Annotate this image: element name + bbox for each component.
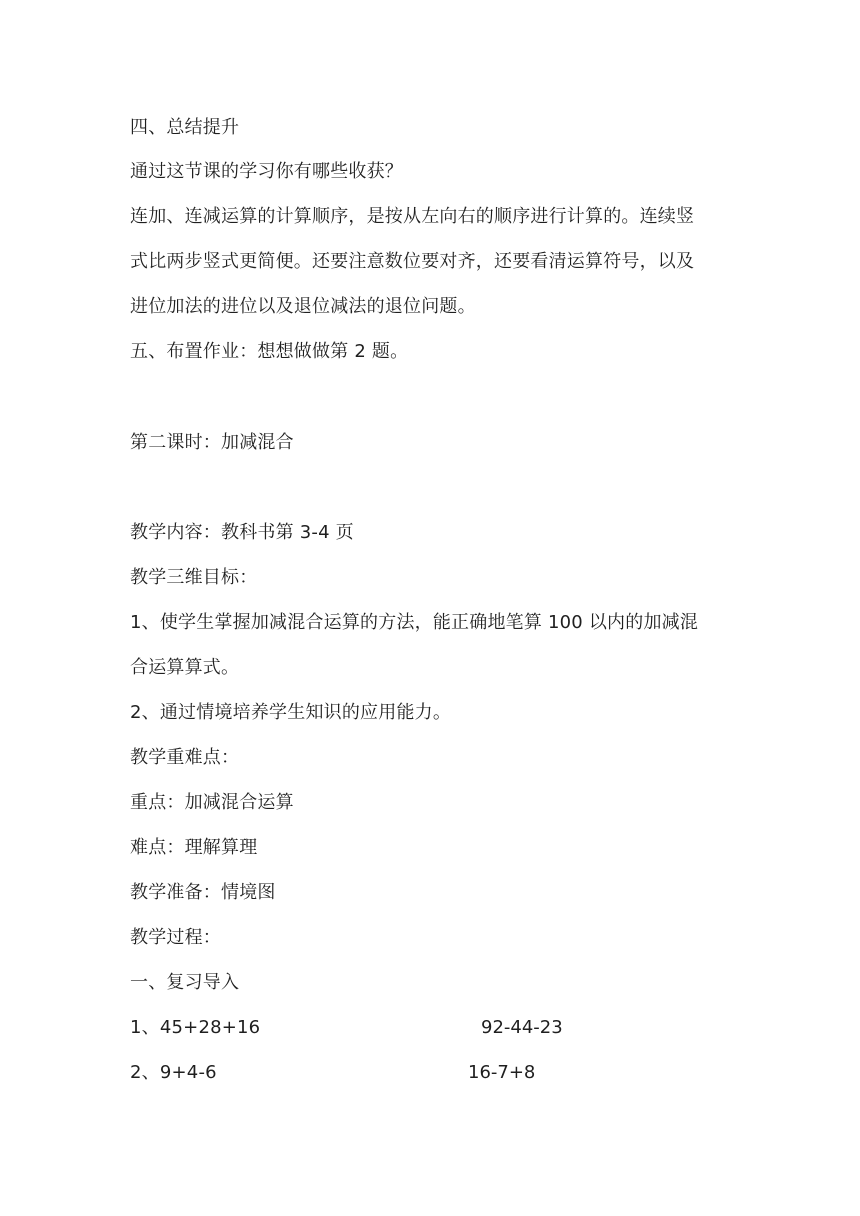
lesson-title: 第二课时：加减混合 bbox=[130, 432, 294, 453]
exercise-2-left: 2、9+4-6 bbox=[130, 1062, 217, 1083]
summary-line-1: 连加、连减运算的计算顺序，是按从左向右的顺序进行计算的。连续竖 bbox=[130, 206, 695, 227]
homework-assignment: 五、布置作业：想想做做第 2 题。 bbox=[130, 341, 409, 362]
difficult-point: 难点：理解算理 bbox=[130, 837, 258, 858]
teaching-preparation: 教学准备：情境图 bbox=[130, 882, 276, 903]
goals-heading: 教学三维目标： bbox=[130, 567, 258, 588]
goal-1-line-1: 1、使学生掌握加减混合运算的方法，能正确地笔算 100 以内的加减混 bbox=[130, 612, 699, 633]
teaching-content: 教学内容：教科书第 3-4 页 bbox=[130, 522, 354, 543]
key-difficult-heading: 教学重难点： bbox=[130, 747, 240, 768]
reflection-question: 通过这节课的学习你有哪些收获？ bbox=[130, 161, 403, 182]
process-heading: 教学过程： bbox=[130, 927, 221, 948]
summary-line-3: 进位加法的进位以及退位减法的退位问题。 bbox=[130, 296, 476, 317]
goal-2: 2、通过情境培养学生知识的应用能力。 bbox=[130, 702, 452, 723]
exercise-1-left: 1、45+28+16 bbox=[130, 1017, 261, 1038]
summary-line-2: 式比两步竖式更简便。还要注意数位要对齐，还要看清运算符号，以及 bbox=[130, 251, 695, 272]
exercise-2-right: 16-7+8 bbox=[468, 1062, 536, 1083]
exercise-1-right: 92-44-23 bbox=[481, 1017, 563, 1038]
key-point: 重点：加减混合运算 bbox=[130, 792, 294, 813]
section-heading-summary: 四、总结提升 bbox=[130, 117, 240, 138]
review-heading: 一、复习导入 bbox=[130, 972, 240, 993]
goal-1-line-2: 合运算算式。 bbox=[130, 657, 240, 678]
